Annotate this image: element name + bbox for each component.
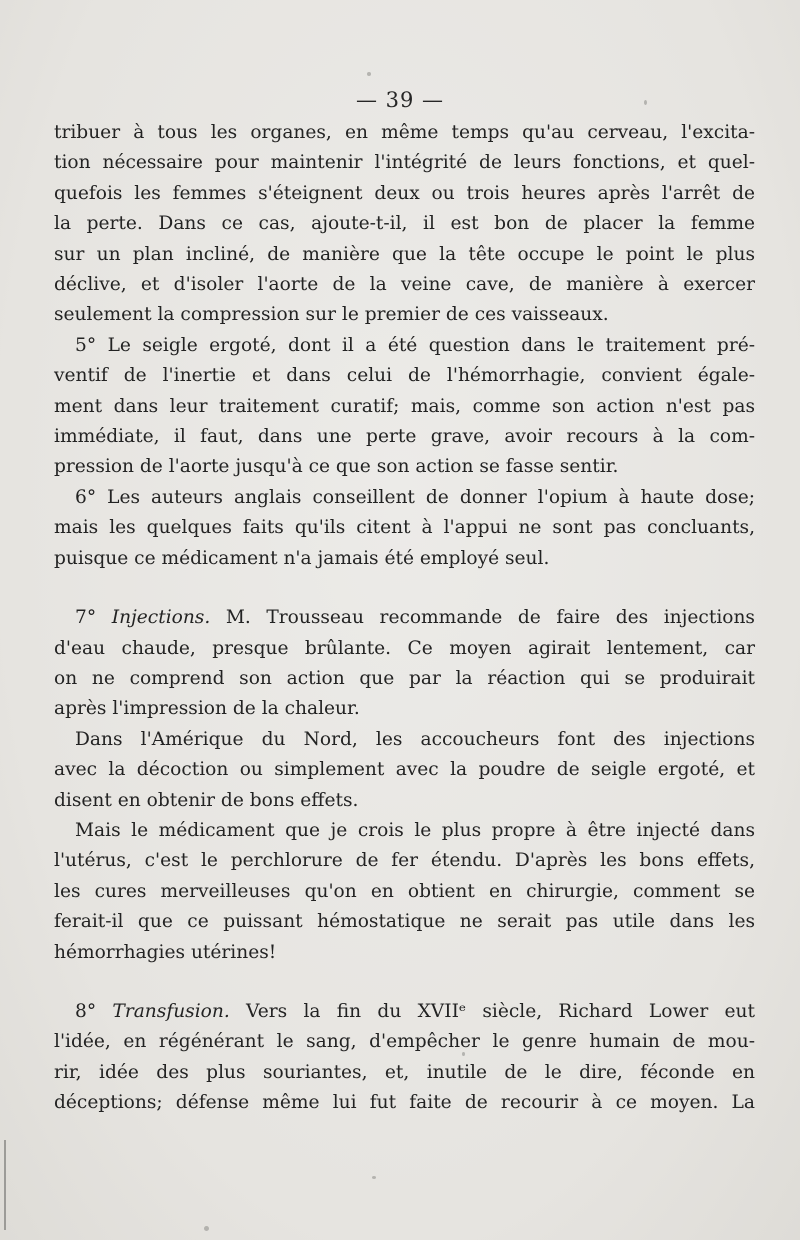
text-line: déceptions; défense même lui fut faite de recourir à ce moyen. La	[54, 1092, 755, 1114]
section-heading-line	[54, 603, 755, 633]
text-line: rir, idée des plus souriantes, et, inutile de le dire, féconde en	[54, 1061, 755, 1083]
text-line: hémorrhagies utérines!	[54, 941, 277, 963]
paper-speck	[462, 1052, 465, 1056]
section-number: 8°	[75, 1000, 97, 1022]
text-line: d'eau chaude, presque brûlante. Ce moyen agirait lentement, car	[54, 637, 755, 659]
paper-speck	[367, 72, 371, 76]
paper-speck	[644, 100, 647, 105]
text-line: la perte. Dans ce cas, ajoute-t-il, il est bon de placer la femme	[54, 213, 755, 235]
body-text	[54, 118, 755, 1119]
paper-speck	[372, 1176, 376, 1179]
text-line: avec la décoction ou simplement avec la poudre de seigle ergoté, et	[54, 759, 755, 781]
text-line: puisque ce médicament n'a jamais été employé seul.	[54, 547, 550, 569]
text-line: immédiate, il faut, dans une perte grave, avoir recours à la com-	[54, 426, 755, 448]
section-title: Transfusion.	[112, 1000, 230, 1022]
text-line: pression de l'aorte jusqu'à ce que son action se fasse sentir.	[54, 456, 619, 478]
text-line: quefois les femmes s'éteignent deux ou trois heures après l'arrêt de	[54, 182, 755, 204]
text-line: mais les quelques faits qu'ils citent à l'appui ne sont pas concluants,	[54, 517, 755, 539]
section-number: 7°	[75, 607, 97, 629]
text-line: l'idée, en régénérant le sang, d'empêcher le genre humain de mou-	[54, 1031, 755, 1053]
text-line: l'utérus, c'est le perchlorure de fer étendu. D'après les bons effets,	[54, 850, 755, 872]
text-line: tion nécessaire pour maintenir l'intégrité de leurs fonctions, et quel-	[54, 152, 755, 174]
text-line: sur un plan incliné, de manière que la tête occupe le point le plus	[54, 243, 755, 265]
text-line: Dans l'Amérique du Nord, les accoucheurs font des injections	[75, 728, 755, 750]
text-line: ferait-il que ce puissant hémostatique ne serait pas utile dans les	[54, 911, 755, 933]
text-line: 5° Le seigle ergoté, dont il a été question dans le traitement pré-	[75, 334, 755, 356]
text-line: disent en obtenir de bons effets.	[54, 789, 359, 811]
section-text: M. Trousseau recommande de faire des injections	[225, 607, 755, 629]
text-line: seulement la compression sur le premier de ces vaisseaux.	[54, 304, 609, 326]
text-line: déclive, et d'isoler l'aorte de la veine cave, de manière à exercer	[54, 274, 755, 296]
text-line: ment dans leur traitement curatif; mais, comme son action n'est pas	[54, 395, 755, 417]
section-text: Vers la fin du XVIIᵉ siècle, Richard Lower eut	[246, 1000, 755, 1022]
section-title: Injections.	[111, 607, 211, 629]
page-edge-mark	[4, 1140, 6, 1230]
text-line: les cures merveilleuses qu'on en obtient en chirurgie, comment se	[54, 880, 755, 902]
page-number: — 39 —	[355, 88, 445, 112]
text-line: on ne comprend son action que par la réaction qui se produirait	[54, 667, 755, 689]
text-line: Mais le médicament que je crois le plus propre à être injecté dans	[75, 819, 755, 841]
section-heading-line	[54, 997, 755, 1027]
text-line: tribuer à tous les organes, en même temps qu'au cerveau, l'excita-	[54, 122, 755, 143]
text-line: 6° Les auteurs anglais conseillent de donner l'opium à haute dose;	[75, 486, 755, 508]
paper-speck	[204, 1226, 209, 1231]
text-line: après l'impression de la chaleur.	[54, 698, 360, 720]
text-line: ventif de l'inertie et dans celui de l'hémorrhagie, convient égale-	[54, 365, 755, 387]
